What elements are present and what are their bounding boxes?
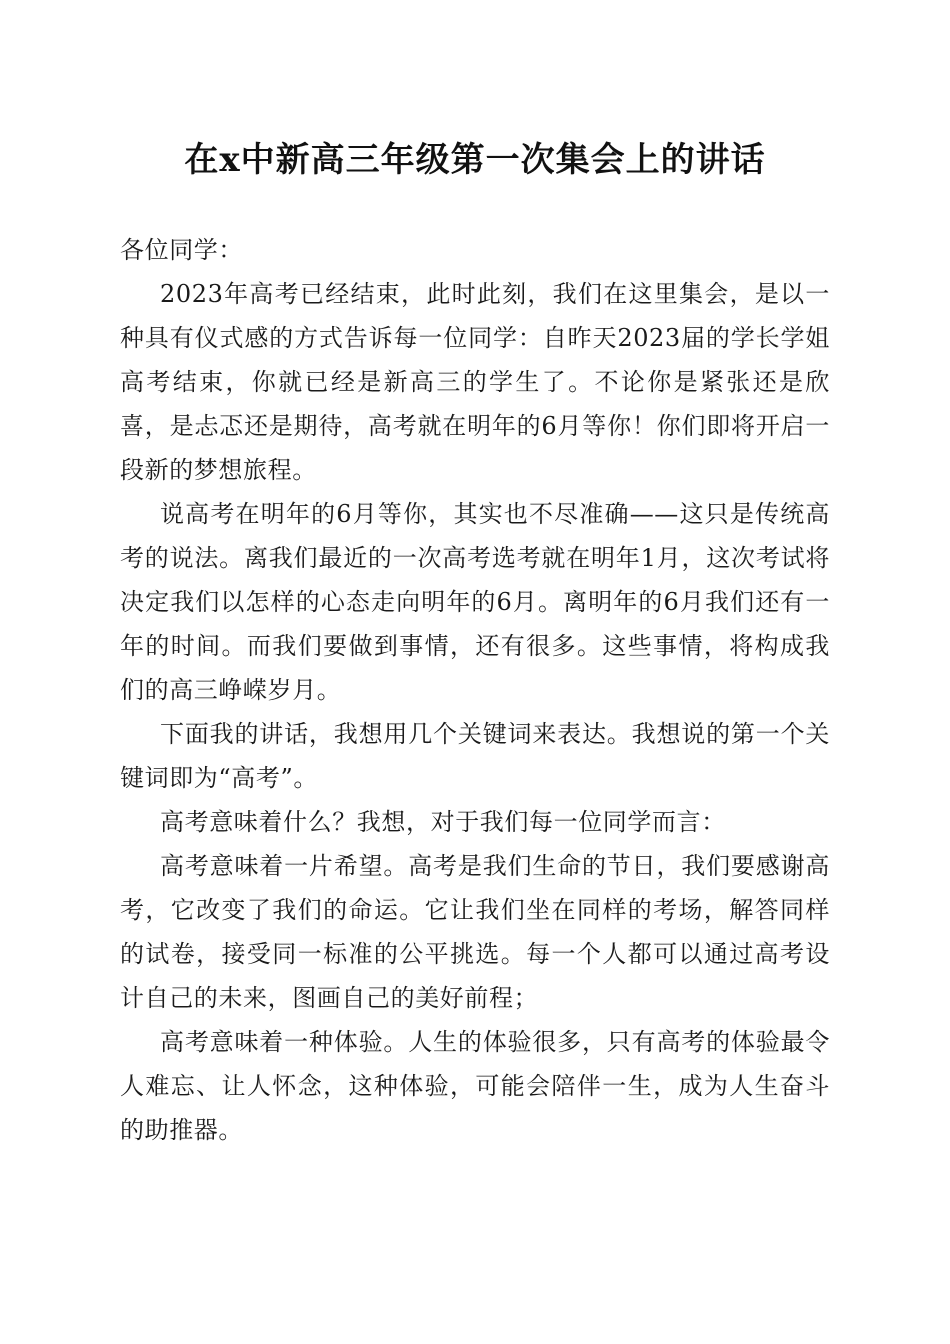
paragraph: 高考意味着什么？我想，对于我们每一位同学而言： xyxy=(160,808,726,836)
document-title: 在x中新高三年级第一次集会上的讲话 xyxy=(184,140,766,180)
salutation: 各位同学： xyxy=(120,236,243,264)
paragraph: 下面我的讲话，我想用几个关键词来表达。我想说的第一个关键词即为“高考”。 xyxy=(120,720,830,792)
paragraph: 高考意味着一种体验。人生的体验很多，只有高考的体验最令人难忘、让人怀念，这种体验，可能会陪伴一生，成为人生奋斗的助推器。 xyxy=(120,1028,830,1144)
paragraph: 说高考在明年的6月等你，其实也不尽准确——这只是传统高考的说法。离我们最近的一次高考选考就在明年1月，这次考试将决定我们以怎样的心态走向明年的6月。离明年的6月我们还有一年的时间。而我们要做到事情，还有很多。这些事情，将构成我们的高三峥嵘岁月。 xyxy=(120,500,830,704)
document-body xyxy=(120,228,830,1152)
paragraph: 高考意味着一片希望。高考是我们生命的节日，我们要感谢高考，它改变了我们的命运。它让我们坐在同样的考场，解答同样的试卷，接受同一标准的公平挑选。每一个人都可以通过高考设计自己的未来，图画自己的美好前程； xyxy=(120,852,830,1012)
paragraph: 2023年高考已经结束，此时此刻，我们在这里集会，是以一种具有仪式感的方式告诉每一位同学：自昨天2023届的学长学姐高考结束，你就已经是新高三的学生了。不论你是紧张还是欣喜，是忐忑还是期待，高考就在明年的6月等你！你们即将开启一段新的梦想旅程。 xyxy=(120,280,830,484)
